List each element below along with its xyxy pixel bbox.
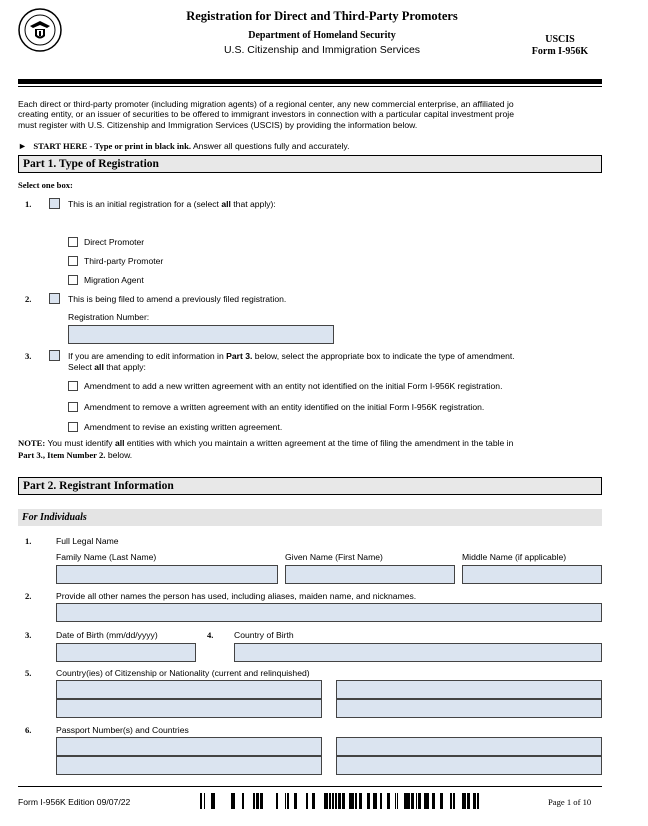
- amend-registration-checkbox[interactable]: [49, 293, 60, 304]
- citizenship-field-1[interactable]: [56, 680, 322, 699]
- amend-add-checkbox[interactable]: [68, 381, 78, 391]
- part1-note-2: Part 3., Item Number 2. below.: [18, 450, 133, 460]
- migration-agent-label: Migration Agent: [84, 275, 144, 285]
- agency-name: U.S. Citizenship and Immigration Services: [223, 44, 421, 56]
- middle-name-field[interactable]: [462, 565, 602, 584]
- citizenship-label: Country(ies) of Citizenship or Nationality (current and relinquished): [56, 668, 310, 678]
- migration-agent-checkbox[interactable]: [68, 275, 78, 285]
- part1-note: NOTE: You must identify all entities with which you maintain a written agreement at the time of filing the amendment in the table in: [18, 438, 514, 448]
- p1-q3-label: If you are amending to edit information in Part 3. below, select the appropriate box to indicate the type of amendment.: [68, 351, 515, 361]
- third-party-promoter-label: Third-party Promoter: [84, 256, 164, 266]
- passport-field-2[interactable]: [336, 737, 602, 756]
- form-title: Registration for Direct and Third-Party Promoters: [186, 9, 458, 23]
- country-of-birth-label: Country of Birth: [234, 630, 294, 640]
- arrow-right-icon: ►: [18, 141, 27, 151]
- header-rule-thin: [18, 86, 602, 87]
- registration-number-field[interactable]: [68, 325, 334, 344]
- middle-name-label: Middle Name (if applicable): [462, 552, 567, 562]
- select-one-box: Select one box:: [18, 180, 73, 190]
- third-party-promoter-checkbox[interactable]: [68, 256, 78, 266]
- given-name-field[interactable]: [285, 565, 455, 584]
- p2-q6-number: 6.: [25, 725, 32, 735]
- citizenship-field-4[interactable]: [336, 699, 602, 718]
- passport-field-1[interactable]: [56, 737, 322, 756]
- footer-rule: [18, 786, 602, 787]
- passport-label: Passport Number(s) and Countries: [56, 725, 189, 735]
- direct-promoter-label: Direct Promoter: [84, 237, 145, 247]
- start-here-text: Answer all questions fully and accurately.: [192, 141, 350, 151]
- citizenship-field-2[interactable]: [336, 680, 602, 699]
- barcode: [200, 793, 480, 809]
- given-name-label: Given Name (First Name): [285, 552, 383, 562]
- amend-remove-label: Amendment to remove a written agreement with an entity identified on the initial Form I-956K registration.: [84, 402, 485, 412]
- initial-registration-checkbox[interactable]: [49, 198, 60, 209]
- part2-header: Part 2. Registrant Information: [18, 477, 602, 495]
- intro-line-2: creating entity, or an issuer of securities to be offered to immigrant investors in connection with a particular capital investment proje: [18, 109, 514, 119]
- passport-field-3[interactable]: [56, 756, 322, 775]
- for-individuals-band: For Individuals: [18, 509, 602, 526]
- p1-q2-number: 2.: [25, 294, 32, 304]
- page-number: Page 1 of 10: [548, 797, 592, 807]
- country-of-birth-field[interactable]: [234, 643, 602, 662]
- p1-q3-label-2: Select all that apply:: [68, 362, 146, 372]
- department-name: Department of Homeland Security: [248, 30, 396, 41]
- dhs-seal: [18, 8, 62, 52]
- p1-q1-number: 1.: [25, 199, 32, 209]
- p2-q3-number: 3.: [25, 630, 32, 640]
- full-legal-name-label: Full Legal Name: [56, 536, 119, 546]
- date-of-birth-field[interactable]: [56, 643, 196, 662]
- p2-q2-number: 2.: [25, 591, 32, 601]
- registration-number-label: Registration Number:: [68, 312, 150, 322]
- family-name-field[interactable]: [56, 565, 278, 584]
- p1-q2-label: This is being filed to amend a previously filed registration.: [68, 294, 287, 304]
- amend-remove-checkbox[interactable]: [68, 402, 78, 412]
- other-names-label: Provide all other names the person has used, including aliases, maiden name, and nicknames.: [56, 591, 417, 601]
- direct-promoter-checkbox[interactable]: [68, 237, 78, 247]
- p1-q3-number: 3.: [25, 351, 32, 361]
- date-of-birth-label: Date of Birth (mm/dd/yyyy): [56, 630, 158, 640]
- amend-add-label: Amendment to add a new written agreement with an entity not identified on the initial Form I-956K registration.: [84, 381, 503, 391]
- amend-revise-checkbox[interactable]: [68, 422, 78, 432]
- p2-q4-number: 4.: [207, 630, 214, 640]
- intro-line-3: must register with U.S. Citizenship and Immigration Services (USCIS) by providing the information below.: [18, 120, 418, 130]
- family-name-label: Family Name (Last Name): [56, 552, 157, 562]
- other-names-field[interactable]: [56, 603, 602, 622]
- amend-part3-checkbox[interactable]: [49, 350, 60, 361]
- agency-abbr: USCIS: [545, 34, 575, 45]
- form-number: Form I-956K: [531, 46, 589, 57]
- p2-q1-number: 1.: [25, 536, 32, 546]
- form-edition: Form I-956K Edition 09/07/22: [18, 797, 131, 807]
- dhs-seal-icon: [18, 8, 62, 52]
- start-here: [18, 141, 349, 151]
- start-here-bold: START HERE - Type or print in black ink.: [33, 141, 192, 151]
- p1-q1-label: This is an initial registration for a (select all that apply):: [68, 199, 276, 209]
- intro-line-1: Each direct or third-party promoter (including migration agents) of a regional center, any new commercial enterprise, an affiliated jo: [18, 99, 514, 109]
- part1-header: Part 1. Type of Registration: [18, 155, 602, 173]
- header-rule: [18, 79, 602, 84]
- passport-field-4[interactable]: [336, 756, 602, 775]
- amend-revise-label: Amendment to revise an existing written agreement.: [84, 422, 283, 432]
- p2-q5-number: 5.: [25, 668, 32, 678]
- citizenship-field-3[interactable]: [56, 699, 322, 718]
